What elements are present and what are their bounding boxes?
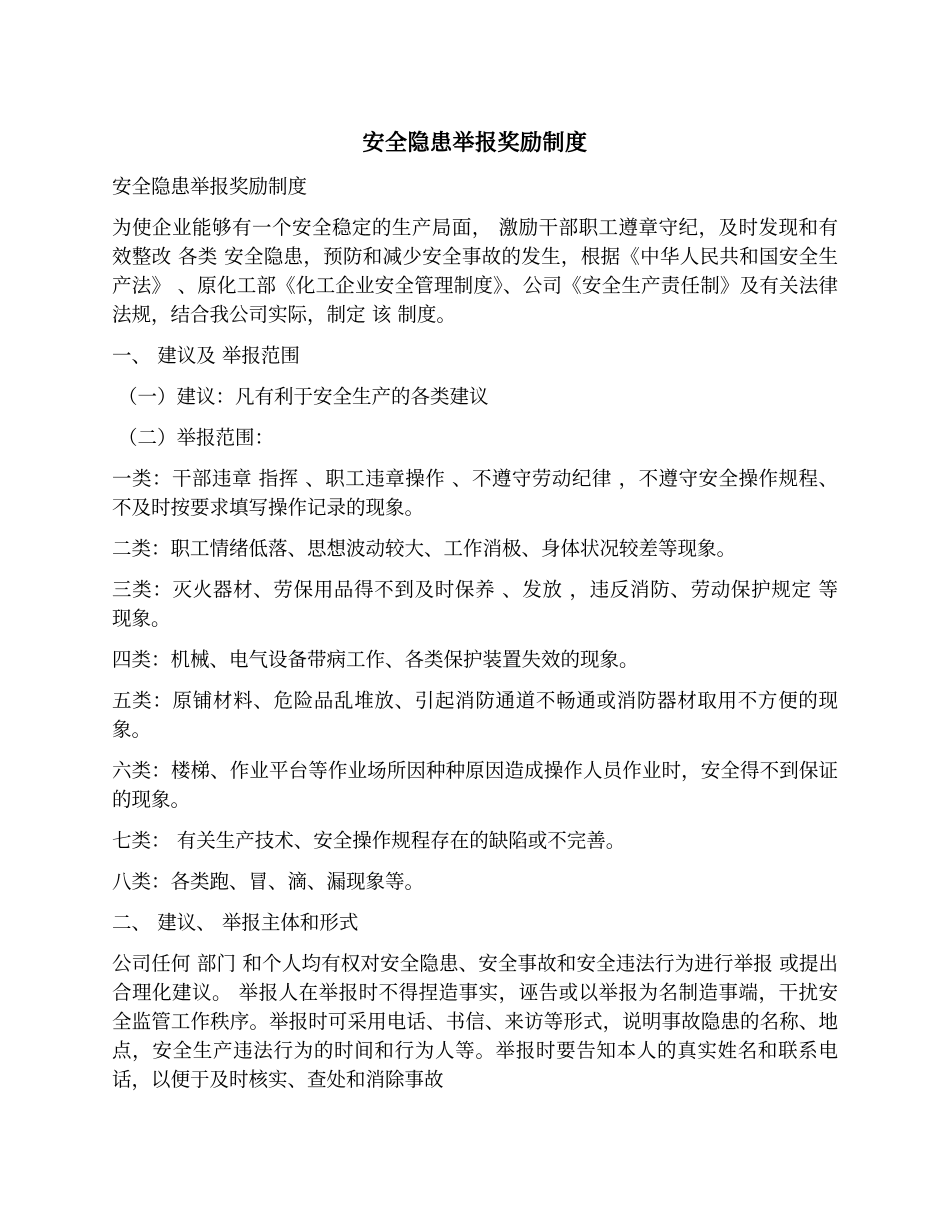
subsection-suggestion: （一）建议：凡有利于安全生产的各类建议: [118, 385, 489, 408]
section-heading-2: 二、 建议、 举报主体和形式: [112, 911, 359, 934]
document-title: 安全隐患举报奖励制度: [362, 131, 588, 156]
subsection-report-scope: （二）举报范围：: [118, 426, 275, 449]
category-1: 一类：干部违章 指挥 、职工违章操作 、不遵守劳动纪律 ，不遵守安全操作规程、不及时按要求填写操作记录的现象。: [112, 467, 838, 519]
category-6: 六类：楼梯、作业平台等作业场所因种种原因造成操作人员作业时，安全得不到保证的现象。: [112, 759, 838, 811]
category-3: 三类：灭火器材、劳保用品得不到及时保养 、发放 ，违反消防、劳动保护规定 等 现象。: [112, 578, 838, 630]
section-heading-1: 一、 建议及 举报范围: [112, 344, 300, 367]
reporting-paragraph: 公司任何 部门 和个人均有权对安全隐患、安全事故和安全违法行为进行举报 或提出合理化建议。 举报人在举报时不得捏造事实，诬告或以举报为名制造事端，干扰安全监管工作秩序。举报时可采用电话、书信、来访等形式，说明事故隐患的名称、地点，安全生产违法行为的时间和行为人等。举报时要告知本人的真实姓名和联系电话，以便于及时核实、查处和消除事故: [112, 952, 838, 1091]
category-5: 五类：原铺材料、危险品乱堆放、引起消防通道不畅通或消防器材取用不方便的现象。: [112, 689, 838, 741]
document-body: [112, 172, 838, 1106]
category-2: 二类：职工情绪低落、思想波动较大、工作消极、身体状况较差等现象。: [112, 537, 737, 560]
intro-paragraph: 为使企业能够有一个安全稳定的生产局面， 激励干部职工遵章守纪，及时发现和有效整改 各类 安全隐患，预防和减少安全事故的发生，根据《中华人民共和国安全生产法》 、原化工部《化工企业安全管理制度》、公司《安全生产责任制》及有关法律法规，结合我公司实际，制定 该 制度。: [112, 216, 838, 326]
subtitle-paragraph: 安全隐患举报奖励制度: [112, 175, 308, 198]
category-8: 八类：各类跑、冒、滴、漏现象等。: [112, 870, 425, 893]
category-7: 七类： 有关生产技术、安全操作规程存在的缺陷或不完善。: [112, 829, 626, 852]
category-4: 四类：机械、电气设备带病工作、各类保护装置失效的现象。: [112, 648, 639, 671]
